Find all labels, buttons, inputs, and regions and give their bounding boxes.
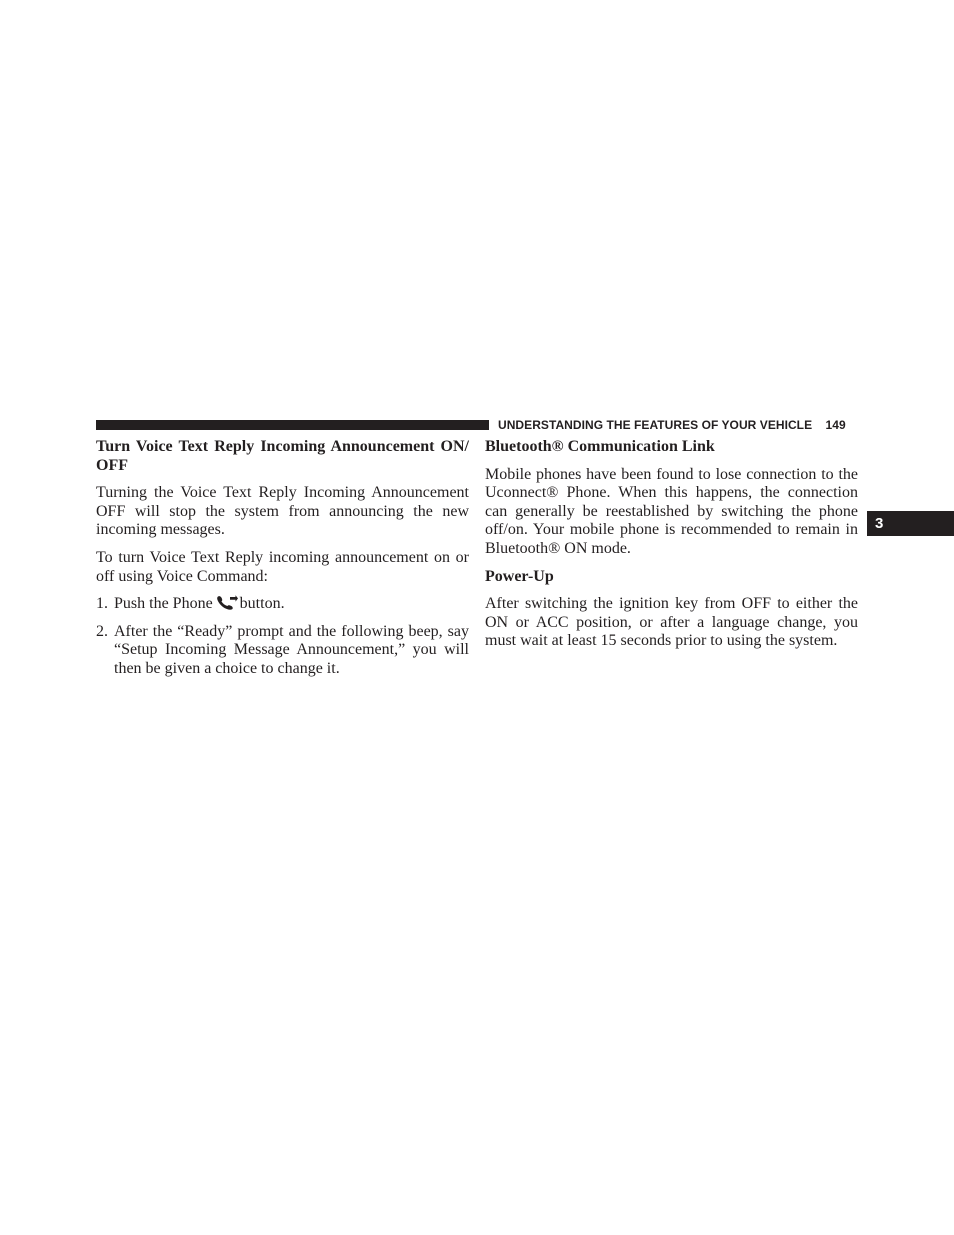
paragraph: Turning the Voice Text Reply Incoming Announcement OFF will stop the system from announcing the new incoming messages. xyxy=(96,484,469,539)
running-header xyxy=(498,417,859,433)
paragraph: To turn Voice Text Reply incoming announcement on or off using Voice Command: xyxy=(96,548,469,585)
section-heading-power-up: Power-Up xyxy=(485,567,554,585)
page-number: 149 xyxy=(825,418,846,432)
right-column xyxy=(485,438,858,651)
section-heading-bluetooth: Bluetooth® Communication Link xyxy=(485,438,715,455)
list-item-step-1 xyxy=(96,595,469,614)
step-text: After the “Ready” prompt and the following beep, say “Setup Incoming Message Announcement,” you will then be given a choice to change it. xyxy=(114,622,469,677)
paragraph: Mobile phones have been found to lose connection to the Uconnect® Phone. When this happens, the connection can generally be reestablished by switching the phone off/on. Your mobile phone is recommended to remain in Bluetooth® ON mode. xyxy=(485,465,858,557)
list-item-step-2 xyxy=(96,623,469,679)
header-rule-bar xyxy=(96,420,489,430)
chapter-tab xyxy=(867,511,954,536)
section-title: UNDERSTANDING THE FEATURES OF YOUR VEHICLE xyxy=(498,418,813,432)
paragraph: After switching the ignition key from OFF to either the ON or ACC position, or after a language change, you must wait at least 15 seconds prior to using the system. xyxy=(485,595,858,650)
step-number: 1. xyxy=(96,595,108,613)
section-heading-voice-text-reply: Turn Voice Text Reply Incoming Announcement ON/ OFF xyxy=(96,438,469,474)
phone-icon xyxy=(216,595,238,610)
step-text: Push the Phone xyxy=(114,595,213,613)
step-number: 2. xyxy=(96,622,108,640)
chapter-number: 3 xyxy=(875,515,884,532)
left-column xyxy=(96,438,469,679)
step-text: button. xyxy=(239,595,285,613)
